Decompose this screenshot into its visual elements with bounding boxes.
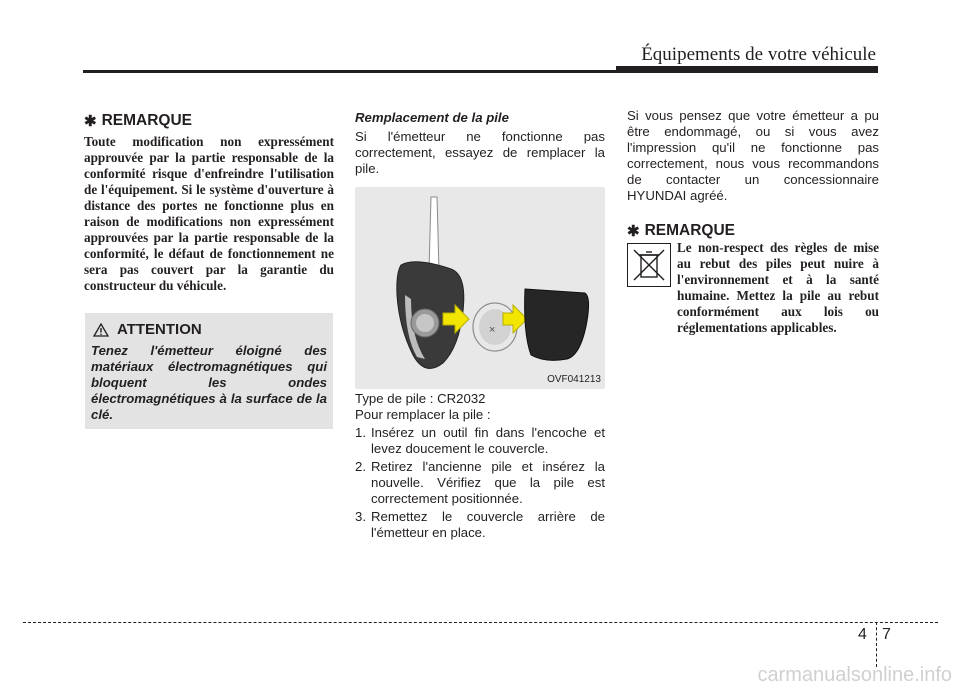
svg-text:×: × xyxy=(489,324,496,336)
crossed-bin-icon xyxy=(627,243,671,287)
column-left xyxy=(84,108,334,294)
key-fob-illustration xyxy=(355,187,605,389)
battery-instructions xyxy=(355,391,605,543)
remark-text: Toute modification non expressément approuvée par la partie responsable de la conformité risque d'enfreindre l'utilisation de l'équipement. Si le système d'ouverture à distance des portes ne fonctionne plus en raison de modifications non expressément approuvées par la partie responsable de la conformité, le défaut de fonctionnement ne sera pas couvert par la garantie du constructeur du véhicule. xyxy=(84,134,334,293)
watermark: carmanualsonline.info xyxy=(757,664,952,686)
battery-type: Type de pile : CR2032 xyxy=(355,391,486,406)
key-battery-figure xyxy=(355,187,605,389)
list-item: 2. Retirez l'ancienne pile et insérez la nouvelle. Vérifiez que la pile est correctement positionnée. xyxy=(355,459,605,506)
star-icon: ✱ xyxy=(84,113,97,130)
chapter-number: 4 xyxy=(858,626,867,643)
page-number: 7 xyxy=(882,626,891,643)
attention-text: Tenez l'émetteur éloigné des matériaux électromagnétiques qui bloquent les ondes électromagnétiques à la surface de la clé. xyxy=(91,343,327,422)
steps-list xyxy=(355,425,605,541)
attention-box xyxy=(85,313,333,429)
list-item: 1. Insérez un outil fin dans l'encoche et levez doucement le couvercle. xyxy=(355,425,605,456)
attention-heading xyxy=(93,321,202,338)
battery-heading: Remplacement de la pile xyxy=(355,110,509,125)
figure-code: OVF041213 xyxy=(547,374,601,385)
remark2-text: Le non-respect des règles de mise au rebut des piles peut nuire à l'environnement et à la santé humaine. Mettez la pile au rebut conformément aux lois ou réglementations applicables. xyxy=(677,240,879,335)
attention-title: ATTENTION xyxy=(117,321,202,338)
replace-intro: Pour remplacer la pile : xyxy=(355,407,491,422)
battery-intro: Si l'émetteur ne fonctionne pas correctement, essayez de remplacer la pile. xyxy=(355,129,605,176)
remark-heading xyxy=(84,112,334,130)
list-item: 3. Remettez le couvercle arrière de l'émetteur en place. xyxy=(355,509,605,540)
chapter-title: Équipements de votre véhicule xyxy=(641,44,876,65)
damage-note: Si vous pensez que votre émetteur a pu être endommagé, ou si vous avez l'impression qu'il ne fonctionne pas correctement, nous vous recommandons de contacter un concessionnaire HYUNDAI agréé. xyxy=(627,108,879,203)
remark2-heading-row xyxy=(627,222,879,240)
remark-title: REMARQUE xyxy=(101,112,192,129)
remark2-title: REMARQUE xyxy=(644,222,735,239)
column-right xyxy=(627,108,879,204)
footer-divider xyxy=(876,622,877,667)
column-middle xyxy=(355,108,605,177)
footer-rule xyxy=(23,622,938,623)
header-rule xyxy=(83,70,878,73)
warning-icon xyxy=(93,323,109,337)
star-icon: ✱ xyxy=(627,223,640,240)
